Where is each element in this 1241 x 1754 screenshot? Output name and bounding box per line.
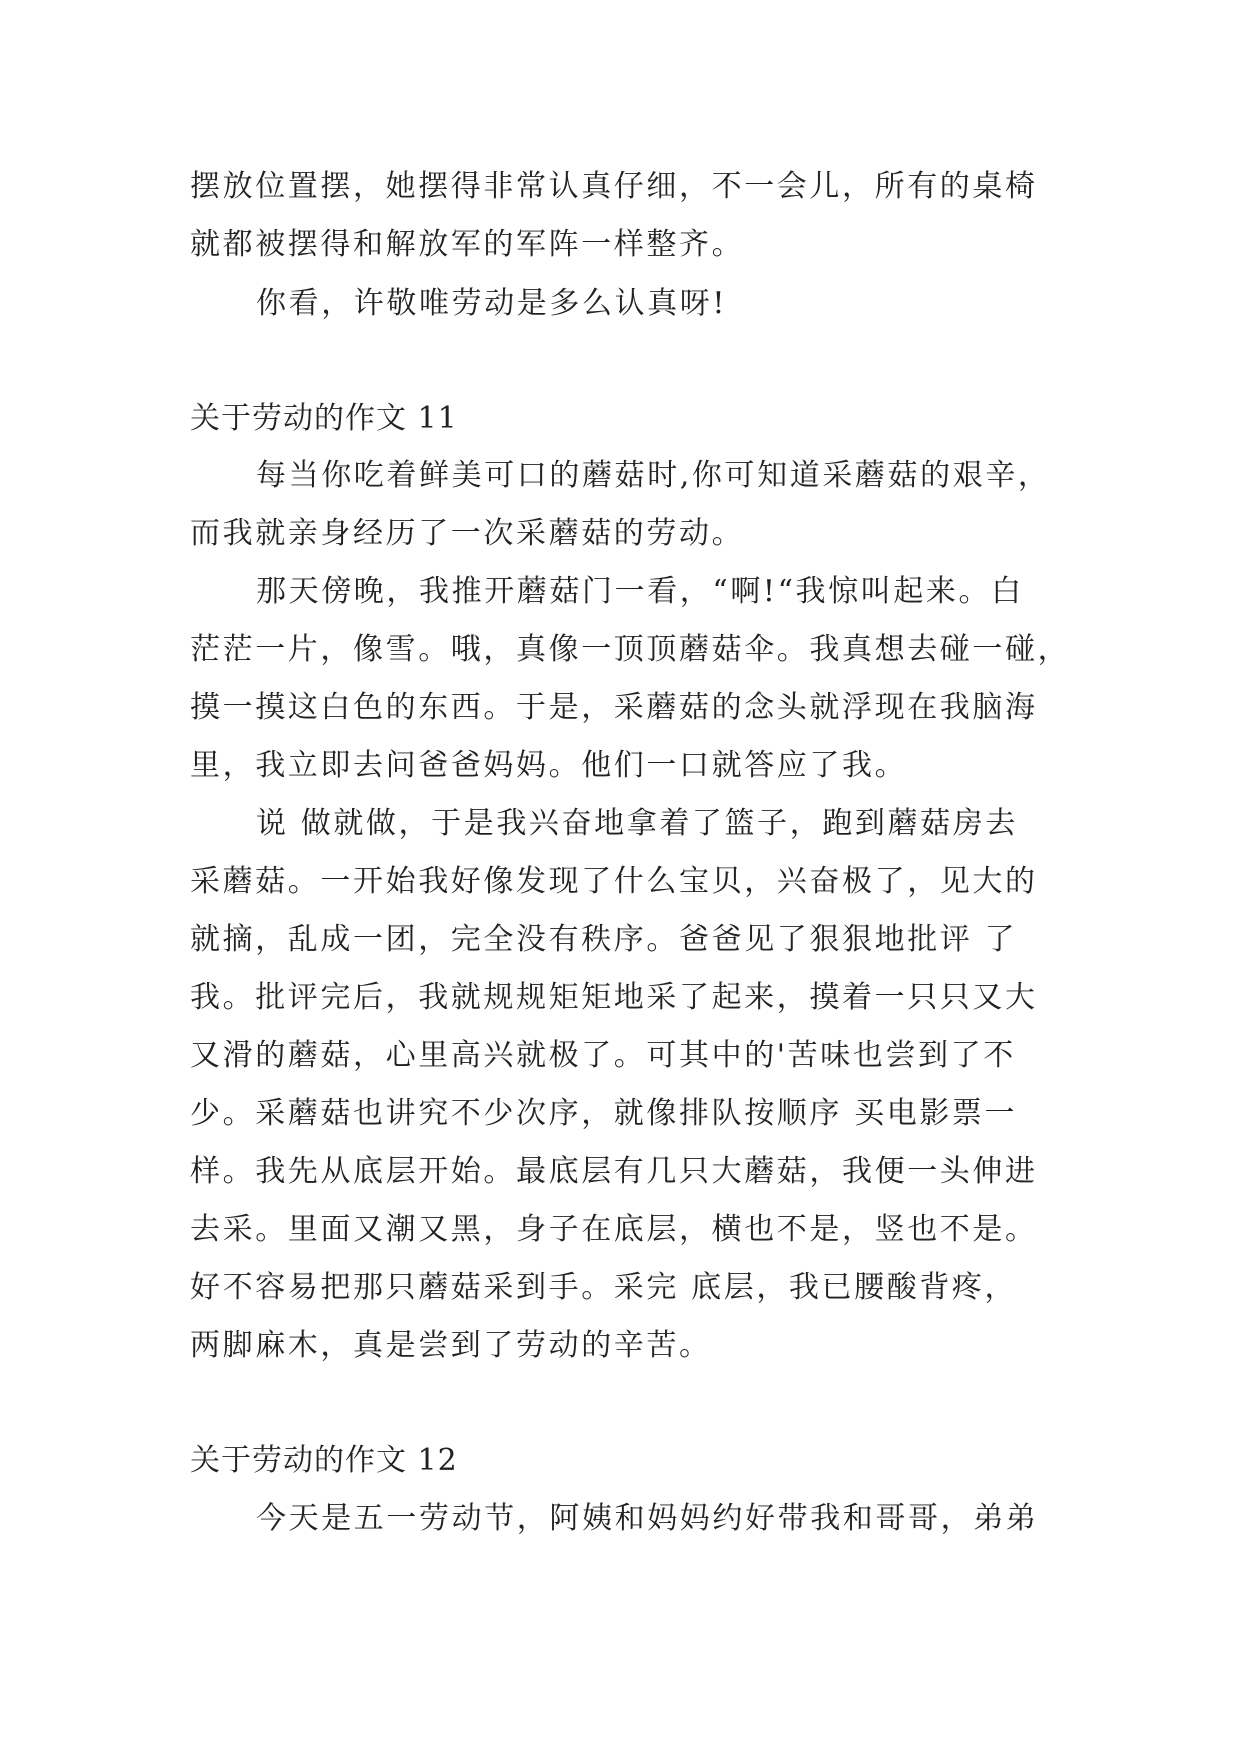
paragraph-line: 今天是五一劳动节，阿姨和妈妈约好带我和哥哥，弟弟 bbox=[256, 1501, 1039, 1536]
section-title-11: 关于劳动的作文 11 bbox=[190, 401, 458, 436]
paragraph-line: 每当你吃着鲜美可口的蘑菇时,你可知道采蘑菇的艰辛， bbox=[256, 458, 1051, 493]
paragraph-line: 说 做就做，于是我兴奋地拿着了篮子，跑到蘑菇房去 bbox=[256, 806, 1018, 841]
paragraph-line: 茫茫一片，像雪。哦，真像一顶顶蘑菇伞。我真想去碰一碰， bbox=[190, 632, 1071, 667]
paragraph-line: 里，我立即去问爸爸妈妈。他们一口就答应了我。 bbox=[190, 748, 908, 783]
paragraph-line: 好不容易把那只蘑菇采到手。采完 底层，我已腰酸背疼， bbox=[190, 1270, 1018, 1305]
paragraph-line: 就摘，乱成一团，完全没有秩序。爸爸见了狠狠地批评 了 bbox=[190, 922, 1018, 957]
paragraph-line: 两脚麻木，真是尝到了劳动的辛苦。 bbox=[190, 1328, 712, 1363]
section-title-12: 关于劳动的作文 12 bbox=[190, 1443, 458, 1478]
paragraph-line: 而我就亲身经历了一次采蘑菇的劳动。 bbox=[190, 516, 745, 551]
paragraph-line: 少。采蘑菇也讲究不少次序，就像排队按顺序 买电影票一 bbox=[190, 1096, 1018, 1131]
paragraph-line: 那天傍晚，我推开蘑菇门一看，“啊!“我惊叫起来。白 bbox=[256, 574, 1024, 609]
paragraph-line: 你看，许敬唯劳动是多么认真呀! bbox=[256, 286, 728, 321]
paragraph-line: 又滑的蘑菇，心里高兴就极了。可其中的'苦味也尝到了不 bbox=[190, 1038, 1016, 1073]
paragraph-line: 摸一摸这白色的东西。于是，采蘑菇的念头就浮现在我脑海 bbox=[190, 690, 1038, 725]
paragraph-line: 我。批评完后，我就规规矩矩地采了起来，摸着一只只又大 bbox=[190, 980, 1038, 1015]
paragraph-line: 采蘑菇。一开始我好像发现了什么宝贝，兴奋极了，见大的 bbox=[190, 864, 1038, 899]
paragraph-line: 摆放位置摆，她摆得非常认真仔细，不一会儿，所有的桌椅 bbox=[190, 169, 1038, 204]
paragraph-line: 就都被摆得和解放军的军阵一样整齐。 bbox=[190, 227, 745, 262]
paragraph-line: 去采。里面又潮又黑，身子在底层，横也不是，竖也不是。 bbox=[190, 1212, 1038, 1247]
paragraph-line: 样。我先从底层开始。最底层有几只大蘑菇，我便一头伸进 bbox=[190, 1154, 1038, 1189]
